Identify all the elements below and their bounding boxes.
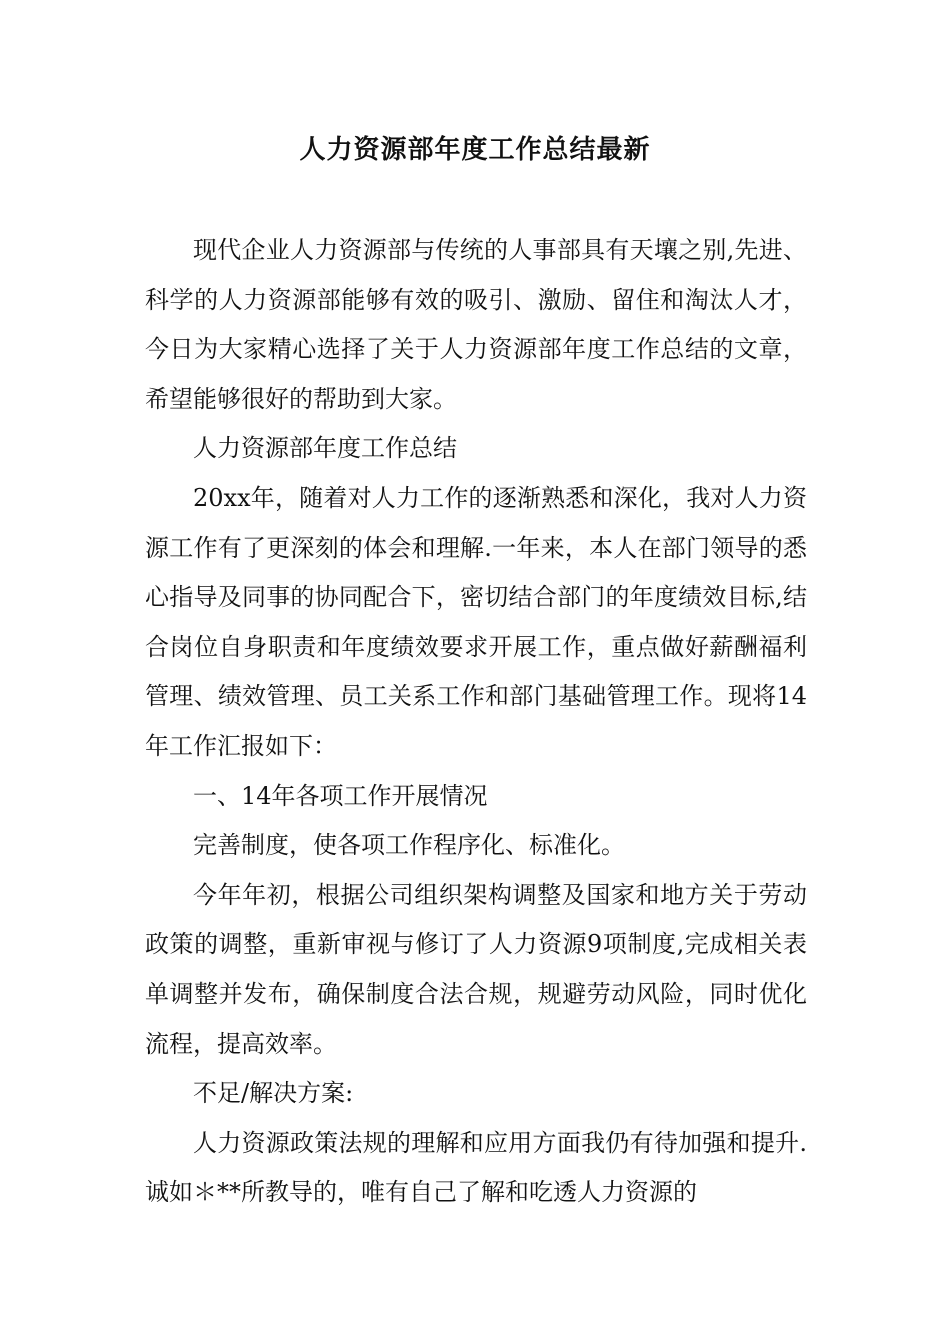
paragraph-item-heading: 完善制度，使各项工作程序化、标准化。 bbox=[193, 831, 625, 860]
paragraph-subtitle: 人力资源部年度工作总结 bbox=[193, 434, 457, 463]
paragraph-shortcoming: 人力资源政策法规的理解和应用方面我仍有待加强和提升.诚如＊**所教导的，唯有自己了解和吃透人力资源的 bbox=[145, 1128, 807, 1207]
paragraph-overview: 20xx年，随着对人力工作的逐渐熟悉和深化，我对人力资源工作有了更深刻的体会和理解.一年来，本人在部门领导的悉心指导及同事的协同配合下，密切结合部门的年度绩效目标,结合岗位自身职责和年度绩效要求开展工作，重点做好薪酬福利管理、绩效管理、员工关系工作和部门基础管理工作。现将14年工作汇报如下： bbox=[145, 483, 807, 760]
section-heading-1: 一、14年各项工作开展情况 bbox=[193, 781, 488, 810]
paragraph-shortcoming-label: 不足/解决方案: bbox=[193, 1079, 354, 1108]
paragraph-intro: 现代企业人力资源部与传统的人事部具有天壤之别,先进、科学的人力资源部能够有效的吸引、激励、留住和淘汰人才，今日为大家精心选择了关于人力资源部年度工作总结的文章，希望能够很好的帮助到大家。 bbox=[145, 236, 807, 413]
paragraph-policy: 今年年初，根据公司组织架构调整及国家和地方关于劳动政策的调整，重新审视与修订了人力资源9项制度,完成相关表单调整并发布，确保制度合法合规，规避劳动风险，同时优化流程，提高效率。 bbox=[145, 880, 807, 1058]
document-body bbox=[145, 226, 807, 1218]
document-title: 人力资源部年度工作总结最新 bbox=[299, 135, 651, 165]
